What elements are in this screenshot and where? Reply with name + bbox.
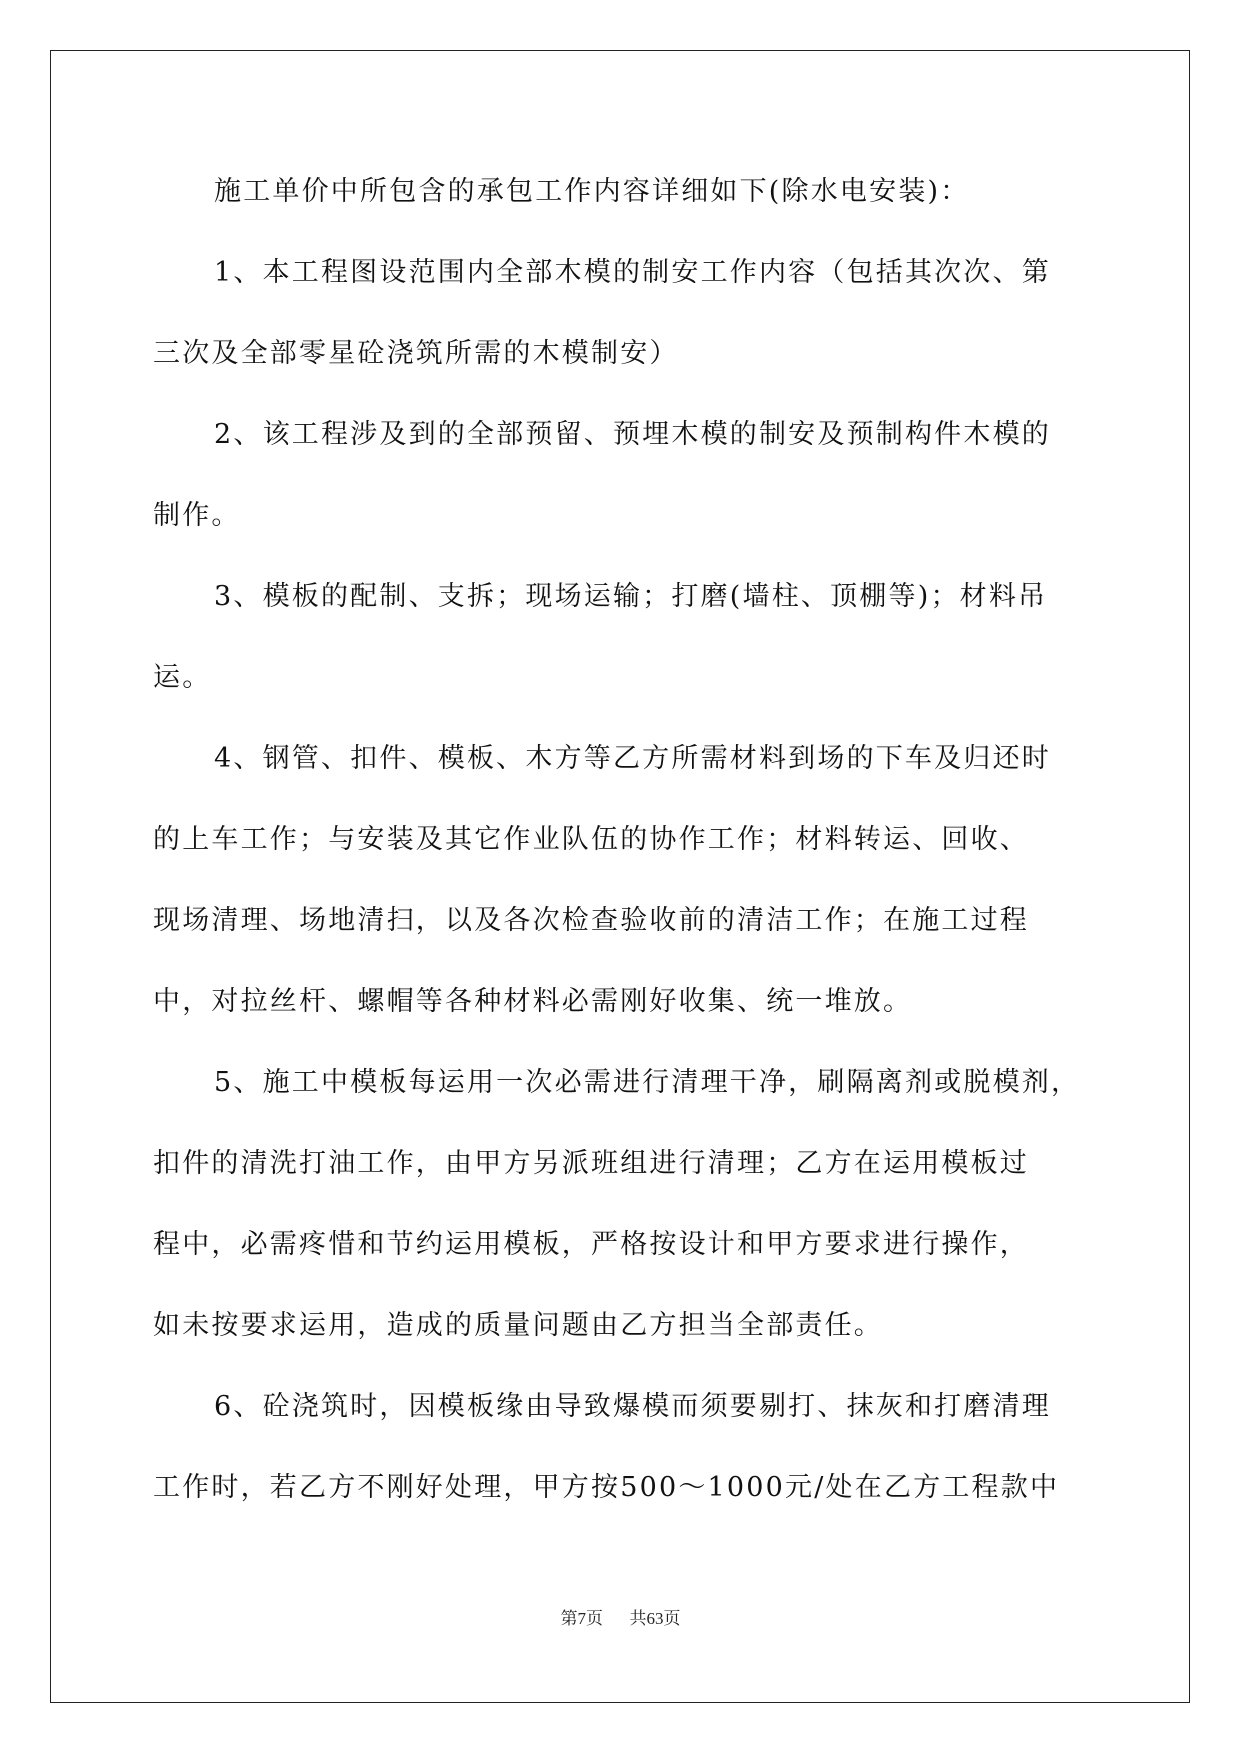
paragraph-line: 程中，必需疼惜和节约运用模板，严格按设计和甲方要求进行操作， (153, 1229, 1029, 1260)
paragraph-line: 制作。 (153, 500, 241, 531)
paragraph-line: 5、施工中模板每运用一次必需进行清理干净，刷隔离剂或脱模剂， (214, 1067, 1081, 1098)
paragraph-line: 的上车工作；与安装及其它作业队伍的协作工作；材料转运、回收、 (153, 824, 1029, 855)
paragraph-line: 三次及全部零星砼浇筑所需的木模制安） (153, 338, 679, 369)
paragraph-line: 施工单价中所包含的承包工作内容详细如下(除水电安装)： (214, 176, 970, 207)
page-total: 共63页 (629, 1609, 681, 1628)
paragraph-line: 2、该工程涉及到的全部预留、预埋木模的制安及预制构件木模的 (214, 419, 1051, 450)
paragraph-line: 现场清理、场地清扫，以及各次检查验收前的清洁工作；在施工过程 (153, 905, 1029, 936)
document-body (153, 166, 1092, 1543)
paragraph-line: 如未按要求运用，造成的质量问题由乙方担当全部责任。 (153, 1310, 883, 1341)
page-footer (0, 1604, 1241, 1629)
paragraph-line: 1、本工程图设范围内全部木模的制安工作内容（包括其次次、第 (214, 257, 1051, 288)
paragraph-line: 6、砼浇筑时，因模板缘由导致爆模而须要剔打、抹灰和打磨清理 (214, 1391, 1051, 1422)
paragraph-line: 工作时，若乙方不刚好处理，甲方按500～1000元/处在乙方工程款中 (153, 1472, 1060, 1503)
paragraph-line: 扣件的清洗打油工作，由甲方另派班组进行清理；乙方在运用模板过 (153, 1148, 1029, 1179)
paragraph-line: 3、模板的配制、支拆；现场运输；打磨(墙柱、顶棚等)；材料吊 (214, 581, 1048, 612)
paragraph-line: 4、钢管、扣件、模板、木方等乙方所需材料到场的下车及归还时 (214, 743, 1051, 774)
paragraph-line: 中，对拉丝杆、螺帽等各种材料必需刚好收集、统一堆放。 (153, 986, 913, 1017)
paragraph-line: 运。 (153, 662, 212, 693)
page-number: 第7页 (560, 1609, 603, 1628)
